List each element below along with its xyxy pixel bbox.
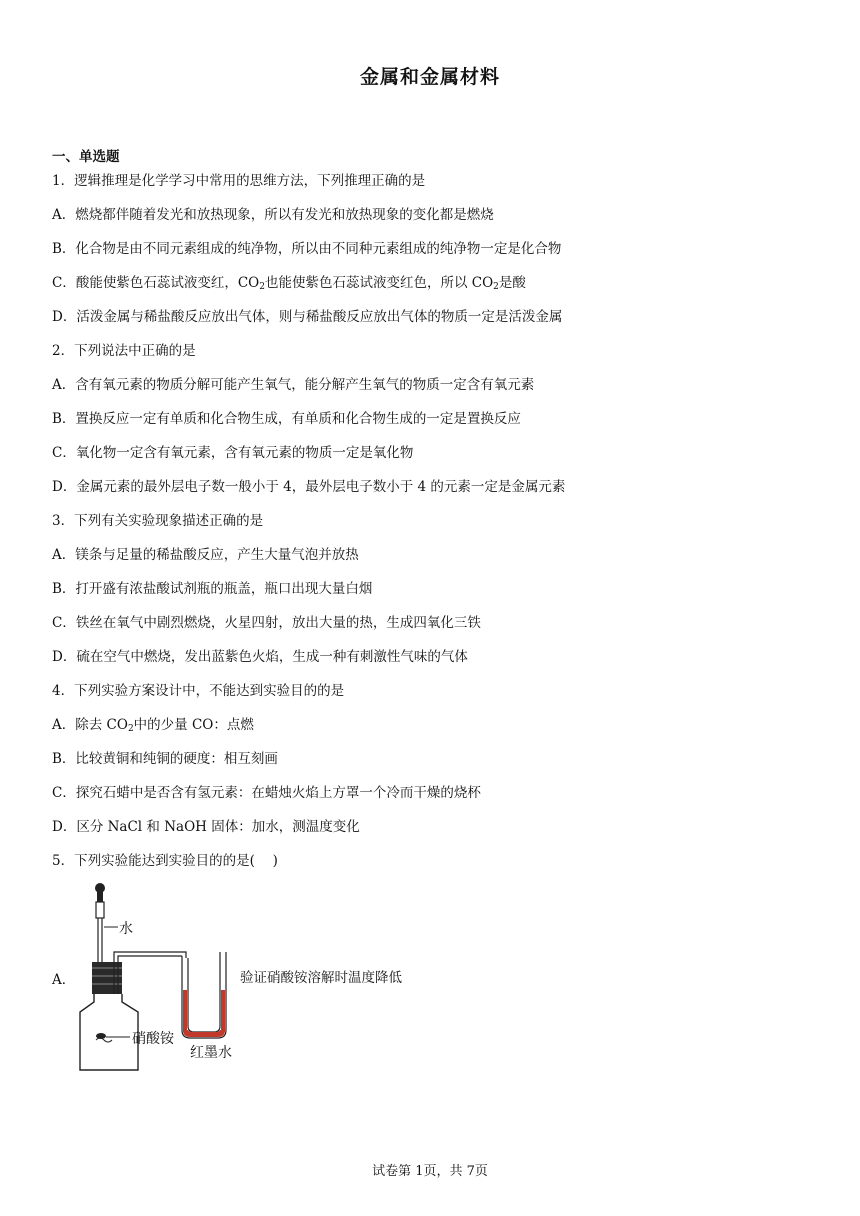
q1-c-part1: C．酸能使紫色石蕊试液变红，CO bbox=[52, 275, 260, 291]
question-1-option-c bbox=[52, 274, 526, 292]
question-5-option-a-label: A． bbox=[52, 972, 76, 988]
question-3-option-b: B．打开盛有浓盐酸试剂瓶的瓶盖，瓶口出现大量白烟 bbox=[52, 581, 373, 597]
apparatus-figure bbox=[70, 880, 250, 1080]
question-2-option-b: B．置换反应一定有单质和化合物生成，有单质和化合物生成的一定是置换反应 bbox=[52, 411, 521, 427]
question-1-option-d: D．活泼金属与稀盐酸反应放出气体，则与稀盐酸反应放出气体的物质一定是活泼金属 bbox=[52, 309, 563, 325]
u-tube-icon bbox=[182, 952, 226, 1038]
question-2-option-a: A．含有氧元素的物质分解可能产生氧气，能分解产生氧气的物质一定含有氧元素 bbox=[52, 377, 535, 393]
question-4-option-b: B．比较黄铜和纯铜的硬度：相互刻画 bbox=[52, 751, 278, 767]
page-title: 金属和金属材料 bbox=[359, 66, 500, 88]
bottle-icon bbox=[80, 994, 138, 1070]
label-salt: 硝酸铵 bbox=[132, 1031, 174, 1047]
q4-a-sub: 2 bbox=[127, 724, 134, 734]
question-3-option-d: D．硫在空气中燃烧，发出蓝紫色火焰，生成一种有刺激性气味的气体 bbox=[52, 649, 468, 665]
q1-c-sub1: 2 bbox=[259, 282, 265, 292]
question-1-option-b: B．化合物是由不同元素组成的纯净物，所以由不同种元素组成的纯净物一定是化合物 bbox=[52, 241, 562, 257]
question-2-stem: 2．下列说法中正确的是 bbox=[52, 343, 196, 359]
question-1-option-a: A．燃烧都伴随着发光和放热现象，所以有发光和放热现象的变化都是燃烧 bbox=[52, 207, 494, 223]
question-1-stem: 1．逻辑推理是化学学习中常用的思维方法，下列推理正确的是 bbox=[52, 173, 426, 189]
section-heading: 一、单选题 bbox=[52, 149, 120, 165]
question-2-option-d: D．金属元素的最外层电子数一般小于 4，最外层电子数小于 4 的元素一定是金属元素 bbox=[52, 479, 566, 495]
label-water: 水 bbox=[119, 921, 133, 937]
q4-a-part2: 中的少量 CO：点燃 bbox=[133, 717, 254, 733]
question-5-option-a-caption: 验证硝酸铵溶解时温度降低 bbox=[240, 970, 402, 986]
ink-left bbox=[183, 990, 187, 1032]
question-4-option-a bbox=[52, 716, 254, 734]
question-4-option-c: C．探究石蜡中是否含有氢元素：在蜡烛火焰上方罩一个冷而干燥的烧杯 bbox=[52, 785, 481, 801]
question-3-option-a: A．镁条与足量的稀盐酸反应，产生大量气泡并放热 bbox=[52, 547, 359, 563]
q1-c-sub2: 2 bbox=[493, 282, 499, 292]
page-footer: 试卷第 1页，共 7页 bbox=[372, 1164, 488, 1179]
q1-c-part3: 是酸 bbox=[498, 275, 526, 291]
question-4-stem: 4．下列实验方案设计中，不能达到实验目的的是 bbox=[52, 683, 345, 699]
question-4-option-d: D．区分 NaCl 和 NaOH 固体：加水，测温度变化 bbox=[52, 819, 360, 835]
connecting-tube bbox=[114, 952, 186, 994]
question-2-option-c: C．氧化物一定含有氧元素，含有氧元素的物质一定是氧化物 bbox=[52, 445, 414, 461]
question-5-stem: 5．下列实验能达到实验目的的是( ) bbox=[52, 853, 278, 869]
ink-right bbox=[221, 990, 225, 1032]
question-3-option-c: C．铁丝在氧气中剧烈燃烧，火星四射，放出大量的热，生成四氧化三铁 bbox=[52, 615, 481, 631]
q4-a-part1: A．除去 CO bbox=[52, 717, 128, 733]
label-ink: 红墨水 bbox=[190, 1045, 232, 1061]
question-3-stem: 3．下列有关实验现象描述正确的是 bbox=[52, 513, 264, 529]
q1-c-part2: 也能使紫色石蕊试液变红色，所以 CO bbox=[264, 275, 494, 291]
